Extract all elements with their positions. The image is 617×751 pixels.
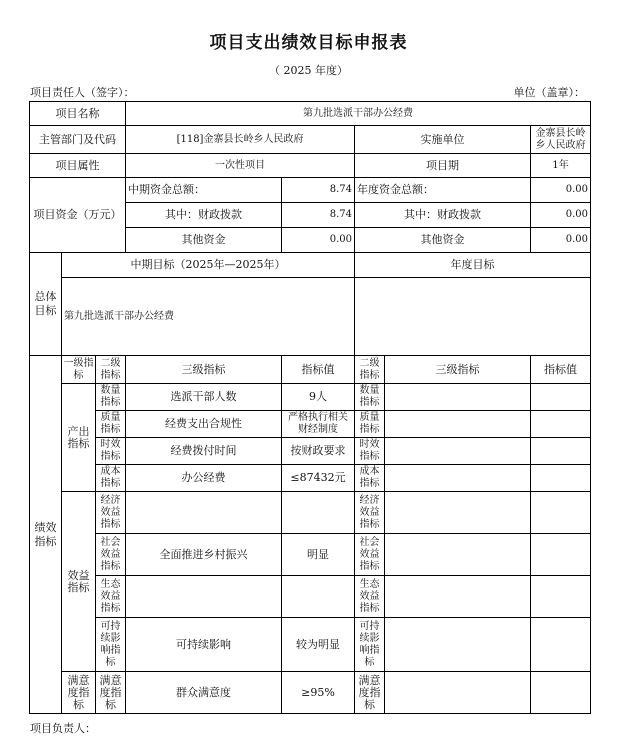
table-row-value: 较为明显 bbox=[282, 618, 355, 672]
table-row-level2: 满意度指标 bbox=[96, 672, 126, 714]
annual-header-value: 指标值 bbox=[531, 356, 591, 384]
project-period-label: 项目期 bbox=[355, 154, 531, 178]
table-row-level2: 可持续影响指标 bbox=[96, 618, 126, 672]
table-row-level2: 时效指标 bbox=[96, 438, 126, 465]
annual-row-level3 bbox=[385, 534, 531, 576]
mid-fiscal-value: 8.74 bbox=[282, 203, 355, 228]
table-row-level2: 社会效益指标 bbox=[96, 534, 126, 576]
annual-row-value bbox=[531, 534, 591, 576]
annual-row-value bbox=[531, 465, 591, 492]
table-row-level3: 可持续影响 bbox=[126, 618, 282, 672]
table-row-level3: 全面推进乡村振兴 bbox=[126, 534, 282, 576]
annual-row-level2: 时效指标 bbox=[355, 438, 385, 465]
annual-row-level3 bbox=[385, 492, 531, 534]
annual-header-level3: 三级指标 bbox=[385, 356, 531, 384]
annual-row-value bbox=[531, 411, 591, 438]
header-level3: 三级指标 bbox=[126, 356, 282, 384]
project-leader-label: 项目负责人： bbox=[30, 722, 96, 735]
unit-seal-label: 单位（盖章）： bbox=[513, 86, 585, 99]
responsible-signature-label: 项目责任人（签字）： bbox=[30, 86, 135, 99]
table-row-level3: 办公经费 bbox=[126, 465, 282, 492]
annual-row-level3 bbox=[385, 576, 531, 618]
annual-row-level2: 生态效益指标 bbox=[355, 576, 385, 618]
benefit-indicator-label: 效益指标 bbox=[62, 492, 96, 672]
annual-row-value bbox=[531, 384, 591, 411]
header-value: 指标值 bbox=[282, 356, 355, 384]
table-row-value: 严格执行相关财经制度 bbox=[282, 411, 355, 438]
table-row-level2: 经济效益指标 bbox=[96, 492, 126, 534]
annual-header-level2: 二级指标 bbox=[355, 356, 385, 384]
project-name-label: 项目名称 bbox=[30, 102, 126, 126]
impl-unit-label: 实施单位 bbox=[355, 126, 531, 154]
impl-unit-value: 金寨县长岭乡人民政府 bbox=[531, 126, 591, 154]
annual-total-label: 年度资金总额： bbox=[355, 178, 531, 203]
table-row-level2: 质量指标 bbox=[96, 411, 126, 438]
annual-other-value: 0.00 bbox=[531, 228, 591, 253]
dept-value: [118]金寨县长岭乡人民政府 bbox=[126, 126, 355, 154]
annual-row-level2: 成本指标 bbox=[355, 465, 385, 492]
project-attr-value: 一次性项目 bbox=[126, 154, 355, 178]
annual-row-level3 bbox=[385, 672, 531, 714]
table-row-level3: 群众满意度 bbox=[126, 672, 282, 714]
project-name-value: 第九批选派干部办公经费 bbox=[126, 102, 591, 126]
annual-row-level2: 经济效益指标 bbox=[355, 492, 385, 534]
annual-row-value bbox=[531, 438, 591, 465]
table-row-value bbox=[282, 576, 355, 618]
annual-row-level2: 质量指标 bbox=[355, 411, 385, 438]
mid-other-value: 0.00 bbox=[282, 228, 355, 253]
annual-row-level3 bbox=[385, 438, 531, 465]
annual-other-label: 其他资金 bbox=[355, 228, 531, 253]
mid-target-header: 中期目标（2025年—2025年） bbox=[62, 253, 355, 278]
table-row-level3 bbox=[126, 492, 282, 534]
table-row-value bbox=[282, 492, 355, 534]
dept-label: 主管部门及代码 bbox=[30, 126, 126, 154]
table-row-level2: 生态效益指标 bbox=[96, 576, 126, 618]
output-indicator-label: 产出指标 bbox=[62, 384, 96, 492]
table-row-level2: 数量指标 bbox=[96, 384, 126, 411]
table-row-value: ≤87432元 bbox=[282, 465, 355, 492]
year-line: （ 2025 年度） bbox=[269, 64, 348, 77]
annual-row-value bbox=[531, 492, 591, 534]
table-row-level3: 经费拨付时间 bbox=[126, 438, 282, 465]
overall-target-label: 总体目标 bbox=[30, 253, 62, 356]
annual-row-value bbox=[531, 618, 591, 672]
project-attr-label: 项目属性 bbox=[30, 154, 126, 178]
table-row-value: 按财政要求 bbox=[282, 438, 355, 465]
funds-label: 项目资金（万元） bbox=[30, 178, 126, 253]
annual-row-level2: 数量指标 bbox=[355, 384, 385, 411]
mid-other-label: 其他资金 bbox=[126, 228, 282, 253]
table-row-value: 9人 bbox=[282, 384, 355, 411]
annual-row-level3 bbox=[385, 384, 531, 411]
header-level1: 一级指标 bbox=[62, 356, 96, 384]
page-title: 项目支出绩效目标申报表 bbox=[209, 33, 408, 53]
annual-row-level3 bbox=[385, 618, 531, 672]
mid-fiscal-label: 其中：财政拨款 bbox=[126, 203, 282, 228]
annual-row-value bbox=[531, 576, 591, 618]
project-period-value: 1年 bbox=[531, 154, 591, 178]
header-level2: 二级指标 bbox=[96, 356, 126, 384]
annual-row-level2: 满意度指标 bbox=[355, 672, 385, 714]
annual-row-level3 bbox=[385, 411, 531, 438]
annual-target-content bbox=[355, 278, 591, 356]
table-row-value: 明显 bbox=[282, 534, 355, 576]
table-row-level3 bbox=[126, 576, 282, 618]
annual-fiscal-label: 其中：财政拨款 bbox=[355, 203, 531, 228]
table-row-level3: 经费支出合规性 bbox=[126, 411, 282, 438]
annual-row-level3 bbox=[385, 465, 531, 492]
table-row-level3: 选派干部人数 bbox=[126, 384, 282, 411]
performance-indicator-label: 绩效指标 bbox=[30, 356, 62, 714]
performance-target-table bbox=[29, 101, 591, 714]
annual-row-level2: 社会效益指标 bbox=[355, 534, 385, 576]
mid-total-label: 中期资金总额： bbox=[126, 178, 282, 203]
annual-target-header: 年度目标 bbox=[355, 253, 591, 278]
annual-row-value bbox=[531, 672, 591, 714]
table-row-level2: 成本指标 bbox=[96, 465, 126, 492]
table-row-value: ≥95% bbox=[282, 672, 355, 714]
mid-total-value: 8.74 bbox=[282, 178, 355, 203]
mid-target-content: 第九批选派干部办公经费 bbox=[62, 278, 355, 356]
annual-total-value: 0.00 bbox=[531, 178, 591, 203]
satisfaction-indicator-label: 满意度指标 bbox=[62, 672, 96, 714]
annual-row-level2: 可持续影响指标 bbox=[355, 618, 385, 672]
annual-fiscal-value: 0.00 bbox=[531, 203, 591, 228]
